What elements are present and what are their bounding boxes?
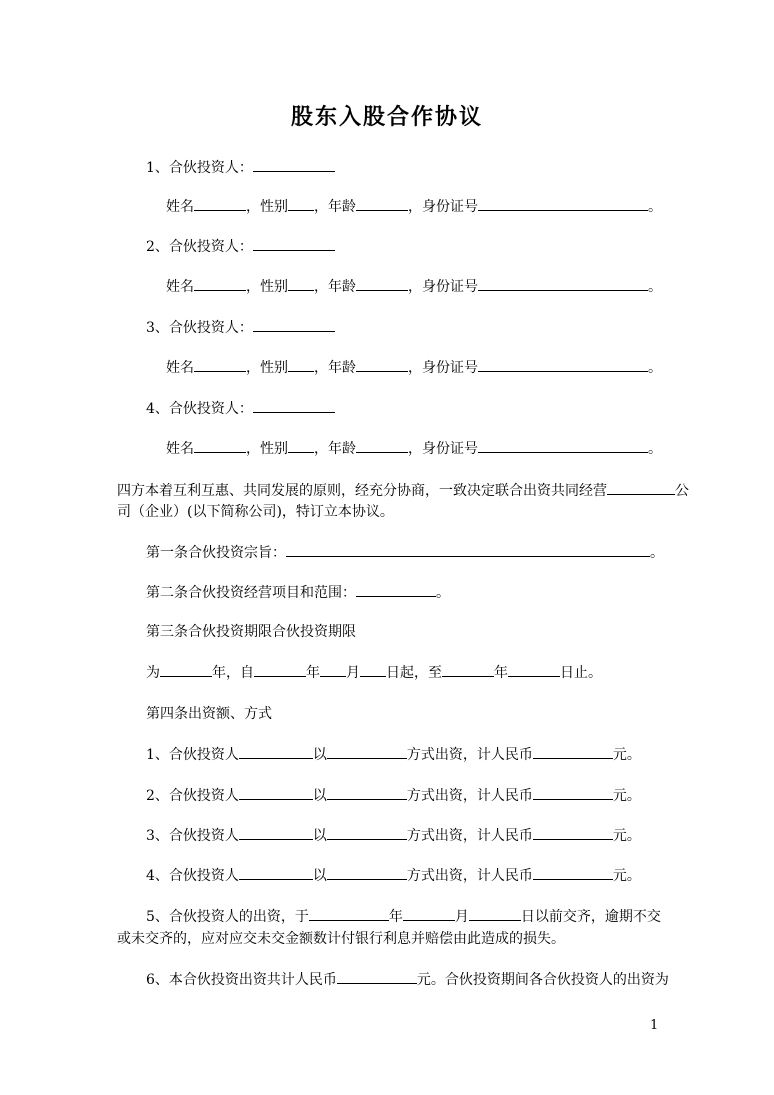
blank-field[interactable]	[327, 825, 407, 840]
blank-field[interactable]	[360, 662, 386, 677]
investor-1-header: 1、合伙投资人：	[146, 157, 335, 178]
blank-field[interactable]	[194, 357, 246, 372]
clause-5-line-1: 5、合伙投资人的出资，于 年 月 日以前交齐，逾期不交	[146, 906, 661, 927]
blank-field[interactable]	[327, 744, 407, 759]
investor-4-header: 4、合伙投资人：	[146, 398, 335, 419]
blank-field[interactable]	[309, 906, 389, 921]
blank-field[interactable]	[288, 438, 314, 453]
blank-field[interactable]	[288, 357, 314, 372]
investor-3-details: 姓名 ，性别 ，年龄 ，身份证号 。	[166, 357, 662, 378]
page-title: 股东入股合作协议	[290, 104, 483, 130]
blank-field[interactable]	[254, 662, 306, 677]
article-3-label: 第三条合伙投资期限合伙投资期限	[146, 624, 356, 640]
blank-field[interactable]	[533, 865, 613, 880]
blank[interactable]	[253, 157, 335, 172]
blank-field[interactable]	[533, 825, 613, 840]
blank-field[interactable]	[253, 236, 335, 251]
blank-field[interactable]	[478, 276, 648, 291]
blank-field[interactable]	[356, 438, 408, 453]
blank-field[interactable]	[288, 196, 314, 211]
investor-3-header: 3、合伙投资人：	[146, 317, 335, 338]
blank-field[interactable]	[478, 196, 648, 211]
blank-field[interactable]	[533, 744, 613, 759]
article-4-label: 第四条出资额、方式	[146, 706, 272, 722]
clause-5-line-2: 或未交齐的，应对应交未交金额数计付银行利息并赔偿由此造成的损失。	[117, 931, 565, 947]
blank-field[interactable]	[253, 398, 335, 413]
blank-field[interactable]	[160, 662, 212, 677]
article-2: 第二条合伙投资经营项目和范围： 。	[146, 582, 450, 603]
article-3-term: 为 年，自 年 月 日起，至 年 日止。	[146, 662, 602, 683]
blank-field[interactable]	[239, 744, 313, 759]
preamble-line-1: 四方本着互利互惠、共同发展的原则，经充分协商，一致决定联合出资共同经营 公	[117, 480, 689, 501]
contribution-row: 2、合伙投资人 以 方式出资，计人民币 元。	[146, 785, 641, 806]
investor-2-header: 2、合伙投资人：	[146, 236, 335, 257]
blank-field[interactable]	[194, 276, 246, 291]
contribution-row: 4、合伙投资人 以 方式出资，计人民币 元。	[146, 865, 641, 886]
blank-field[interactable]	[288, 276, 314, 291]
blank-field[interactable]	[469, 906, 521, 921]
blank-field[interactable]	[508, 662, 560, 677]
preamble-line-2: 司（企业）(以下简称公司)，特订立本协议。	[117, 504, 394, 520]
contribution-row: 1、合伙投资人 以 方式出资，计人民币 元。	[146, 744, 641, 765]
blank-field[interactable]	[253, 317, 335, 332]
blank-field[interactable]	[337, 969, 417, 984]
page-number: 1	[650, 1018, 659, 1033]
blank-field[interactable]	[356, 582, 436, 597]
blank-field[interactable]	[239, 785, 313, 800]
blank-field[interactable]	[478, 357, 648, 372]
blank-field[interactable]	[194, 196, 246, 211]
investor-4-details: 姓名 ，性别 ，年龄 ，身份证号 。	[166, 438, 662, 459]
clause-6: 6、本合伙投资出资共计人民币 元。合伙投资期间各合伙投资人的出资为	[146, 969, 669, 990]
blank-field[interactable]	[442, 662, 494, 677]
blank-field[interactable]	[239, 865, 313, 880]
blank-field[interactable]	[478, 438, 648, 453]
contribution-row: 3、合伙投资人 以 方式出资，计人民币 元。	[146, 825, 641, 846]
blank-field[interactable]	[327, 785, 407, 800]
blank-field[interactable]	[533, 785, 613, 800]
blank-field[interactable]	[356, 357, 408, 372]
blank-field[interactable]	[403, 906, 455, 921]
blank-field[interactable]	[194, 438, 246, 453]
blank-field[interactable]	[356, 276, 408, 291]
blank-field[interactable]	[320, 662, 346, 677]
article-1: 第一条合伙投资宗旨： 。	[146, 542, 664, 563]
blank-field[interactable]	[327, 865, 407, 880]
investor-2-details: 姓名 ，性别 ，年龄 ，身份证号 。	[166, 276, 662, 297]
blank-field[interactable]	[286, 542, 650, 557]
investor-1-details: 姓名 ，性别 ，年龄 ，身份证号 。	[166, 196, 662, 217]
blank-field[interactable]	[607, 480, 675, 495]
blank-field[interactable]	[356, 196, 408, 211]
blank-field[interactable]	[239, 825, 313, 840]
